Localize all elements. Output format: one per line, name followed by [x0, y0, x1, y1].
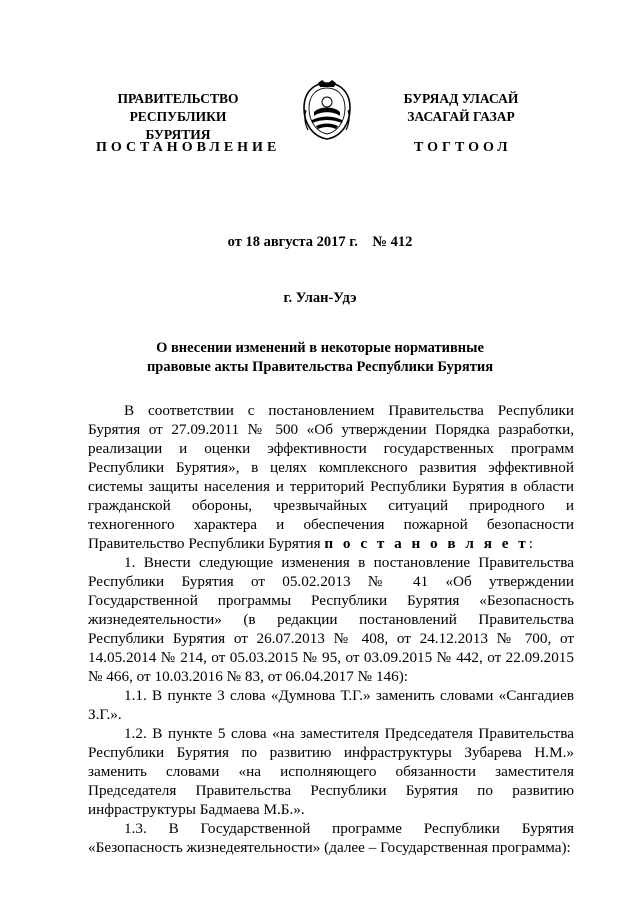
coat-of-arms-emblem	[300, 80, 354, 142]
header-right	[386, 90, 536, 126]
header-left	[96, 90, 260, 144]
intro-text: В соответствии с постановлением Правительства Республики Бурятия от 27.09.2011 № 500 «Об утверждении Порядка разработки, реализации и оценки эффективности государственных программ Республики Бурятия», в целях комплексного развития эффективной системы защиты населения и территорий Республики Бурятия в области гражданской обороны, чрезвычайных ситуаций природного и техногенного характера и обеспечения пожарной безопасности Правительство Республики Бурятия	[88, 402, 574, 552]
paragraph-1-1: 1.1. В пункте 3 слова «Думнова Т.Г.» заменить словами «Сангадиев З.Г.».	[88, 687, 574, 723]
title-line-2: правовые акты Правительства Республики Бурятия	[146, 359, 494, 375]
date-and-number: от 18 августа 2017 г. № 412	[227, 234, 413, 250]
org-name-line1: ПРАВИТЕЛЬСТВО	[117, 91, 239, 106]
document-body	[88, 401, 574, 857]
decree-word: п о с т а н о в л я е т	[324, 535, 529, 552]
org-name-buryat-line1: БУРЯАД УЛАСАЙ	[403, 91, 519, 106]
document-title	[0, 339, 640, 377]
doc-type-russian: ПОСТАНОВЛЕНИЕ	[96, 140, 281, 155]
intro-colon: :	[528, 535, 533, 552]
intro-paragraph	[88, 401, 574, 553]
paragraph-1: 1. Внести следующие изменения в постановление Правительства Республики Бурятия от 05.02.2013 № 41 «Об утверждении Государственной программы Республики Бурятия «Безопасность жизнедеятельности» (в редакции постановлений Правительства Республики Бурятия от 26.07.2013 № 408, от 24.12.2013 № 700, от 14.05.2014 № 214, от 05.03.2015 № 95, от 03.09.2015 № 442, от 22.09.2015 № 466, от 10.03.2016 № 83, от 06.04.2017 № 146):	[88, 554, 574, 685]
paragraph-1-3: 1.3. В Государственной программе Республики Бурятия «Безопасность жизнедеятельности» (далее – Государственная программа):	[88, 820, 574, 856]
city: г. Улан-Удэ	[283, 290, 357, 306]
paragraph-1-2: 1.2. В пункте 5 слова «на заместителя Председателя Правительства Республики Бурятия по развитию инфраструктуры Зубарева Н.М.» заменить словами «на исполняющего обязанности заместителя Председателя Правительства Республики Бурятия по развитию инфраструктуры Бадмаева М.Б.».	[88, 725, 574, 818]
doc-type-buryat: ТОГТООЛ	[414, 140, 512, 155]
org-name-buryat-line2: ЗАСАГАЙ ГАЗАР	[407, 109, 515, 124]
org-name-line2: РЕСПУБЛИКИ БУРЯТИЯ	[129, 109, 227, 142]
title-line-1: О внесении изменений в некоторые нормативные	[156, 340, 484, 356]
